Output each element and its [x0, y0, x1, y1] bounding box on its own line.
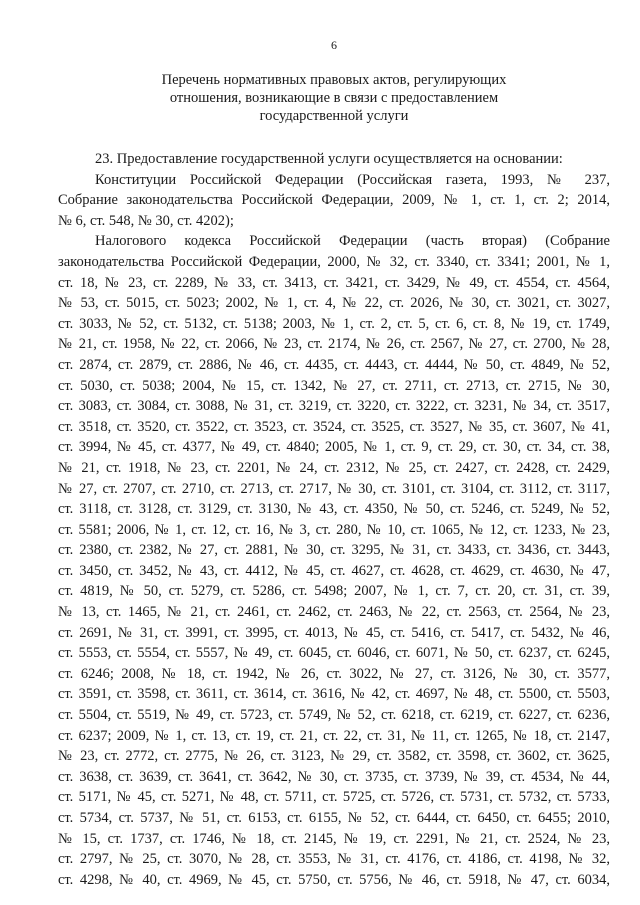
text-line: ст. 5030, ст. 5038; 2004, № 15, ст. 1342, № 27, ст. 2711, ст. 2713, ст. 2715, № 30, — [58, 377, 610, 394]
text-line: ст. 2797, № 25, ст. 3070, № 28, ст. 3553, № 31, ст. 4176, ст. 4186, ст. 4198, № 32, — [58, 851, 610, 868]
text-line: ст. 3591, ст. 3598, ст. 3611, ст. 3614, ст. 3616, № 42, ст. 4697, № 48, ст. 5500, ст. 5503, — [58, 686, 610, 703]
text-line: Собрание законодательства Российской Федерации, 2009, № 1, ст. 1, ст. 2; 2014, — [58, 192, 610, 209]
text-line: № 23, ст. 2772, ст. 2775, № 26, ст. 3123, № 29, ст. 3582, ст. 3598, ст. 3602, ст. 3625, — [58, 748, 610, 765]
text-line: ст. 3033, № 52, ст. 5132, ст. 5138; 2003, № 1, ст. 2, ст. 5, ст. 6, ст. 8, № 19, ст. 1749, — [58, 315, 610, 332]
page-number: 6 — [331, 38, 337, 52]
text-line: ст. 3450, ст. 3452, № 43, ст. 4412, № 45, ст. 4627, ст. 4628, ст. 4629, ст. 4630, № 47, — [58, 562, 610, 579]
text-line: ст. 5504, ст. 5519, № 49, ст. 5723, ст. 5749, № 52, ст. 6218, ст. 6219, ст. 6227, ст. 6236, — [58, 707, 610, 724]
heading-line: государственной услуги — [259, 108, 409, 124]
text-line: ст. 18, № 23, ст. 2289, № 33, ст. 3413, ст. 3421, ст. 3429, № 49, ст. 4554, ст. 4564, — [58, 274, 610, 291]
text-line: ст. 5581; 2006, № 1, ст. 12, ст. 16, № 3, ст. 280, № 10, ст. 1065, № 12, ст. 1233, № 23, — [58, 521, 610, 538]
text-line: № 6, ст. 548, № 30, ст. 4202); — [58, 212, 234, 229]
heading-line: отношения, возникающие в связи с предоставлением — [169, 90, 499, 106]
text-line: № 53, ст. 5015, ст. 5023; 2002, № 1, ст. 4, № 22, ст. 2026, № 30, ст. 3021, ст. 3027, — [58, 295, 610, 312]
text-line: ст. 5171, № 45, ст. 5271, № 48, ст. 5711, ст. 5725, ст. 5726, ст. 5731, ст. 5732, ст. 5733, — [58, 789, 610, 806]
text-line: ст. 3118, ст. 3128, ст. 3129, ст. 3130, № 43, ст. 4350, № 50, ст. 5246, ст. 5249, № 52, — [58, 501, 610, 518]
text-line: ст. 2691, № 31, ст. 3991, ст. 3995, ст. 4013, № 45, ст. 5416, ст. 5417, ст. 5432, № 46, — [58, 624, 610, 641]
text-line: № 21, ст. 1918, № 23, ст. 2201, № 24, ст. 2312, № 25, ст. 2427, ст. 2428, ст. 2429, — [58, 459, 610, 476]
text-line: № 15, ст. 1737, ст. 1746, № 18, ст. 2145, № 19, ст. 2291, № 21, ст. 2524, № 23, — [58, 830, 610, 847]
text-line: ст. 2380, ст. 2382, № 27, ст. 2881, № 30, ст. 3295, № 31, ст. 3433, ст. 3436, ст. 3443, — [58, 542, 610, 559]
text-line: ст. 4819, № 50, ст. 5279, ст. 5286, ст. 5498; 2007, № 1, ст. 7, ст. 20, ст. 31, ст. 39, — [58, 583, 610, 600]
body-text — [58, 149, 610, 890]
text-line: № 13, ст. 1465, № 21, ст. 2461, ст. 2462, ст. 2463, № 22, ст. 2563, ст. 2564, № 23, — [58, 604, 610, 621]
text-line: ст. 6237; 2009, № 1, ст. 13, ст. 19, ст. 21, ст. 22, ст. 31, № 11, ст. 1265, № 18, ст. 2147, — [58, 727, 610, 744]
text-line: Конституции Российской Федерации (Российская газета, 1993, № 237, — [95, 171, 610, 188]
text-line: Налогового кодекса Российской Федерации (часть вторая) (Собрание — [95, 233, 610, 250]
text-line: ст. 3518, ст. 3520, ст. 3522, ст. 3523, ст. 3524, ст. 3525, ст. 3527, № 35, ст. 3607, № 41, — [58, 418, 610, 435]
heading-line: Перечень нормативных правовых актов, регулирующих — [161, 72, 507, 88]
text-line: ст. 6246; 2008, № 18, ст. 1942, № 26, ст. 3022, № 27, ст. 3126, № 30, ст. 3577, — [58, 665, 610, 682]
text-line: ст. 3994, № 45, ст. 4377, № 49, ст. 4840; 2005, № 1, ст. 9, ст. 29, ст. 30, ст. 34, ст. 38, — [58, 439, 610, 456]
text-line: 23. Предоставление государственной услуги осуществляется на основании: — [95, 151, 563, 167]
text-line: ст. 3638, ст. 3639, ст. 3641, ст. 3642, № 30, ст. 3735, ст. 3739, № 39, ст. 4534, № 44, — [58, 768, 610, 785]
text-line: ст. 3083, ст. 3084, ст. 3088, № 31, ст. 3219, ст. 3220, ст. 3222, ст. 3231, № 34, ст. 3517, — [58, 398, 610, 415]
text-line: ст. 5734, ст. 5737, № 51, ст. 6153, ст. 6155, № 52, ст. 6444, ст. 6450, ст. 6455; 2010, — [58, 810, 610, 826]
section-heading — [58, 71, 610, 125]
text-line: № 21, ст. 1958, № 22, ст. 2066, № 23, ст. 2174, № 26, ст. 2567, № 27, ст. 2700, № 28, — [58, 336, 610, 353]
text-line: № 27, ст. 2707, ст. 2710, ст. 2713, ст. 2717, № 30, ст. 3101, ст. 3104, ст. 3112, ст. 3117, — [58, 480, 610, 497]
text-line: ст. 5553, ст. 5554, ст. 5557, № 49, ст. 6045, ст. 6046, ст. 6071, № 50, ст. 6237, ст. 6245, — [58, 645, 610, 662]
text-line: ст. 4298, № 40, ст. 4969, № 45, ст. 5750, ст. 5756, № 46, ст. 5918, № 47, ст. 6034, — [58, 871, 610, 888]
text-line: ст. 2874, ст. 2879, ст. 2886, № 46, ст. 4435, ст. 4443, ст. 4444, № 50, ст. 4849, № 52, — [58, 356, 610, 373]
text-line: законодательства Российской Федерации, 2000, № 32, ст. 3340, ст. 3341; 2001, № 1, — [58, 253, 610, 270]
